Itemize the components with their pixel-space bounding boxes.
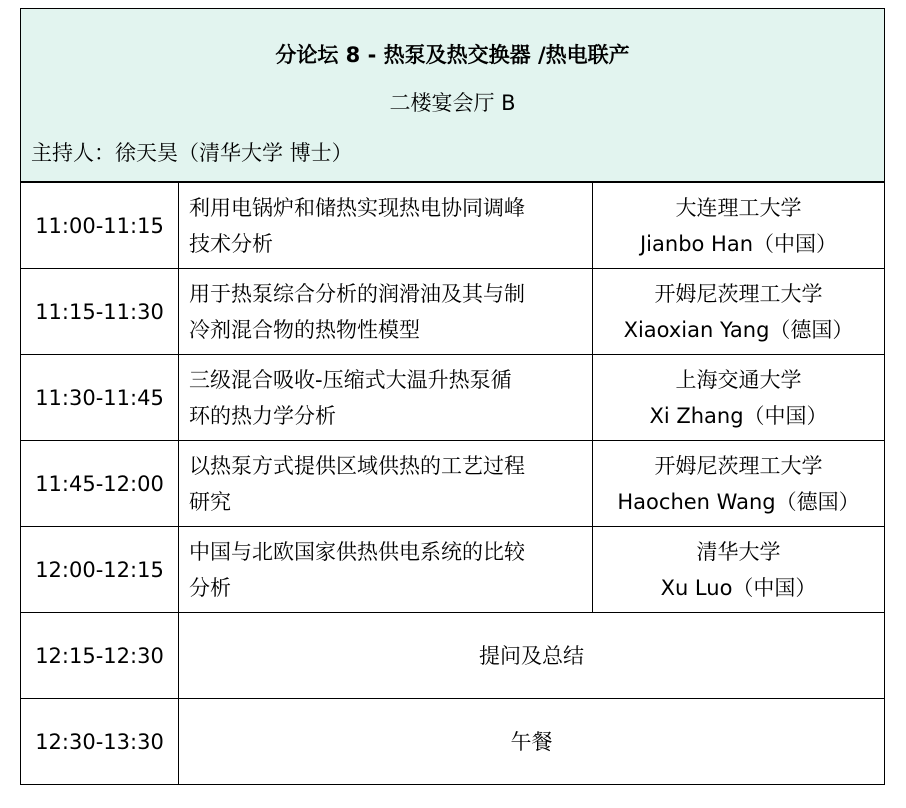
time-cell: 12:00-12:15 — [21, 527, 179, 613]
topic-cell — [179, 183, 593, 269]
speaker-cell — [593, 441, 885, 527]
topic-line: 环的热力学分析 — [189, 403, 336, 428]
topic-line: 利用电锅炉和储热实现热电协同调峰 — [189, 195, 525, 220]
speaker-name: Jianbo Han（中国） — [639, 231, 838, 256]
topic-line: 冷剂混合物的热物性模型 — [189, 317, 420, 342]
session-title: 分论坛 8 - 热泵及热交换器 /热电联产 — [275, 43, 630, 67]
table-row — [21, 699, 885, 785]
table-row — [21, 613, 885, 699]
speaker-name: Xiaoxian Yang（德国） — [623, 317, 854, 342]
speaker-cell — [593, 527, 885, 613]
agenda-sheet — [20, 8, 885, 785]
table-row — [21, 355, 885, 441]
topic-line: 三级混合吸收-压缩式大温升热泵循 — [189, 367, 512, 392]
speaker-cell — [593, 269, 885, 355]
agenda-table — [20, 182, 885, 785]
affiliation: 清华大学 — [696, 539, 781, 564]
session-room: 二楼宴会厅 B — [389, 91, 516, 115]
topic-line: 分析 — [189, 575, 231, 600]
table-row — [21, 527, 885, 613]
topic-line: 用于热泵综合分析的润滑油及其与制 — [189, 281, 525, 306]
lunch-cell: 午餐 — [179, 699, 885, 785]
topic-line: 中国与北欧国家供热供电系统的比较 — [189, 539, 525, 564]
table-row — [21, 441, 885, 527]
time-cell: 12:15-12:30 — [21, 613, 179, 699]
session-header — [20, 8, 885, 182]
topic-line: 技术分析 — [189, 231, 273, 256]
time-cell: 11:30-11:45 — [21, 355, 179, 441]
topic-line: 研究 — [189, 489, 231, 514]
topic-cell — [179, 527, 593, 613]
speaker-name: Xi Zhang（中国） — [649, 403, 828, 428]
time-cell: 12:30-13:30 — [21, 699, 179, 785]
topic-cell — [179, 355, 593, 441]
affiliation: 开姆尼茨理工大学 — [654, 453, 823, 478]
topic-line: 以热泵方式提供区域供热的工艺过程 — [189, 453, 525, 478]
qa-summary-cell: 提问及总结 — [179, 613, 885, 699]
session-host: 主持人：徐天昊（清华大学 博士） — [31, 141, 353, 165]
table-row — [21, 183, 885, 269]
affiliation: 开姆尼茨理工大学 — [654, 281, 823, 306]
affiliation: 大连理工大学 — [675, 195, 802, 220]
speaker-cell — [593, 183, 885, 269]
topic-cell — [179, 269, 593, 355]
speaker-name: Haochen Wang（德国） — [617, 489, 860, 514]
time-cell: 11:45-12:00 — [21, 441, 179, 527]
topic-cell — [179, 441, 593, 527]
time-cell: 11:15-11:30 — [21, 269, 179, 355]
speaker-name: Xu Luo（中国） — [660, 575, 817, 600]
affiliation: 上海交通大学 — [675, 367, 802, 392]
table-row — [21, 269, 885, 355]
time-cell: 11:00-11:15 — [21, 183, 179, 269]
speaker-cell — [593, 355, 885, 441]
